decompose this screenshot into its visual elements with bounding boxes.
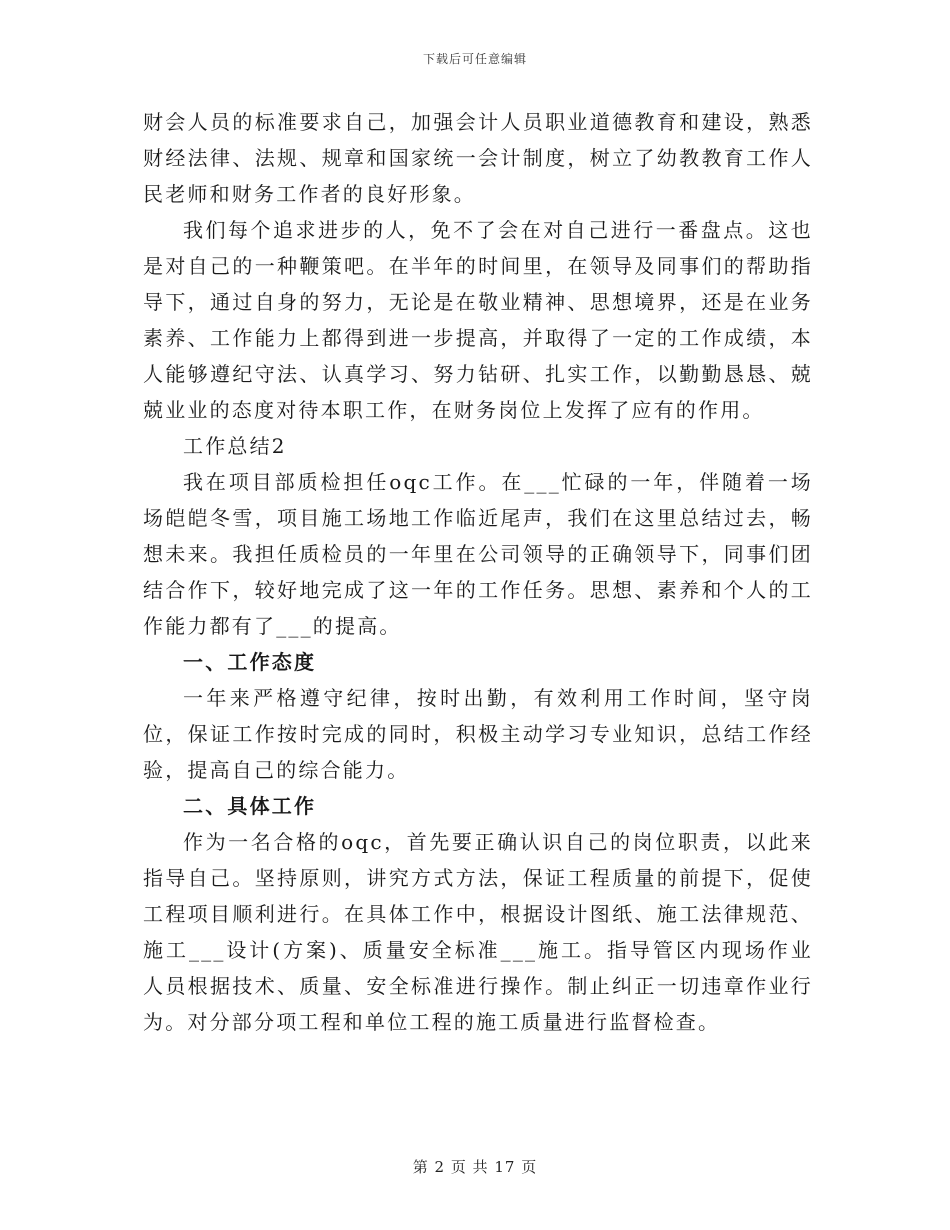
document-body	[143, 104, 813, 1040]
paragraph-self-review: 我们每个追求进步的人，免不了会在对自己进行一番盘点。这也是对自己的一种鞭策吧。在半年的时间里，在领导及同事们的帮助指导下，通过自身的努力，无论是在敬业精神、思想境界，还是在业务素养、工作能力上都得到进一步提高，并取得了一定的工作成绩，本人能够遵纪守法、认真学习、努力钻研、扎实工作，以勤勤恳恳、兢兢业业的态度对待本职工作，在财务岗位上发挥了应有的作用。	[143, 218, 813, 422]
heading-specific-work: 二、具体工作	[183, 794, 317, 818]
page-footer-page-number: 第 2 页 共 17 页	[412, 1158, 538, 1176]
page-header: 下载后可任意编辑	[422, 52, 527, 66]
paragraph-specific-work: 作为一名合格的oqc，首先要正确认识自己的岗位职责，以此来指导自己。坚持原则，讲究方式方法，保证工程质量的前提下，促使工程项目顺利进行。在具体工作中，根据设计图纸、施工法律规范、施工___设计(方案)、质量安全标准___施工。指导管区内现场作业人员根据技术、质量、安全标准进行操作。制止纠正一切违章作业行为。对分部分项工程和单位工程的施工质量进行监督检查。	[143, 830, 813, 1034]
paragraph-continuation: 财会人员的标准要求自己，加强会计人员职业道德教育和建设，熟悉财经法律、法规、规章和国家统一会计制度，树立了幼教教育工作人民老师和财务工作者的良好形象。	[143, 110, 813, 206]
paragraph-oqc-intro: 我在项目部质检担任oqc工作。在___忙碌的一年，伴随着一场场皑皑冬雪，项目施工场地工作临近尾声，我们在这里总结过去，畅想未来。我担任质检员的一年里在公司领导的正确领导下，同事们团结合作下，较好地完成了这一年的工作任务。思想、素养和个人的工作能力都有了___的提高。	[143, 470, 813, 638]
paragraph-work-attitude: 一年来严格遵守纪律，按时出勤，有效利用工作时间，坚守岗位，保证工作按时完成的同时，积极主动学习专业知识，总结工作经验，提高自己的综合能力。	[143, 686, 813, 782]
heading-work-attitude: 一、工作态度	[183, 650, 317, 674]
section-title-work-summary-2: 工作总结2	[183, 434, 287, 458]
